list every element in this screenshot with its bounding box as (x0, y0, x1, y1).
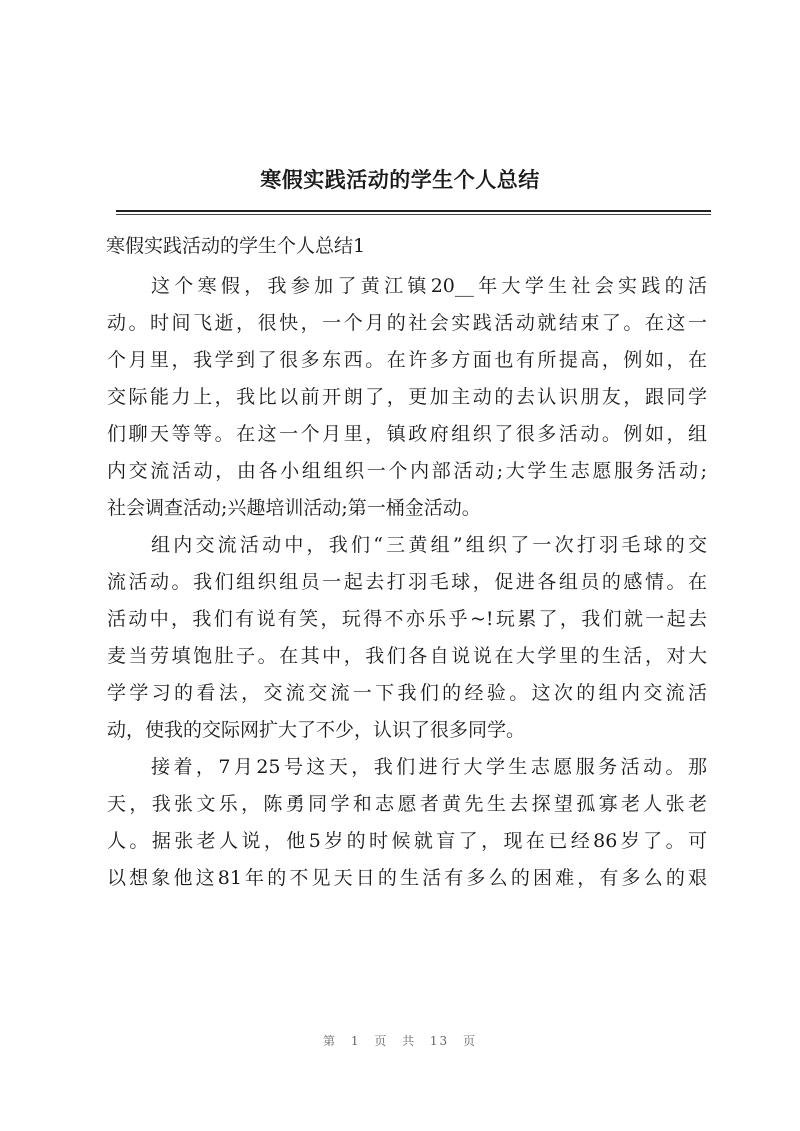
text-line: 交际能力上，我比以前开朗了，更加主动的去认识朋友，跟同学 (107, 386, 707, 408)
text-line: 内交流活动，由各小组组织一个内部活动;大学生志愿服务活动; (107, 460, 707, 482)
title-divider-thin (116, 214, 711, 215)
title-divider-thick (116, 210, 711, 212)
document-body (107, 268, 707, 897)
document-title: 寒假实践活动的学生个人总结 (260, 167, 540, 192)
text-line: 以想象他这81年的不见天日的生活有多么的困难，有多么的艰 (107, 867, 707, 889)
text-line: 接着，7月25号这天，我们进行大学生志愿服务活动。那 (151, 756, 707, 778)
paragraph-3 (107, 749, 707, 897)
text-line: 们聊天等等。在这一个月里，镇政府组织了很多活动。例如，组 (107, 423, 707, 445)
text-line: 天，我张文乐，陈勇同学和志愿者黄先生去探望孤寡老人张老 (107, 793, 707, 815)
section-heading: 寒假实践活动的学生个人总结1 (106, 235, 366, 257)
text-line: 麦当劳填饱肚子。在其中，我们各自说说在大学里的生活，对大 (107, 645, 707, 667)
paragraph-1 (107, 268, 707, 527)
text-line: 社会调查活动;兴趣培训活动;第一桶金活动。 (107, 497, 481, 519)
text-line: 个月里，我学到了很多东西。在许多方面也有所提高，例如，在 (107, 349, 707, 371)
text-line: 这个寒假，我参加了黄江镇20__年大学生社会实践的活 (151, 275, 707, 297)
text-line: 动，使我的交际网扩大了不少，认识了很多同学。 (107, 719, 526, 741)
text-line: 学学习的看法，交流交流一下我们的经验。这次的组内交流活 (107, 682, 707, 704)
text-line: 人。据张老人说，他5岁的时候就盲了，现在已经86岁了。可 (107, 830, 707, 852)
paragraph-2 (107, 527, 707, 749)
page-footer: 第 1 页 共 13 页 (323, 1034, 477, 1048)
text-line: 活动中，我们有说有笑，玩得不亦乐乎~!玩累了，我们就一起去 (107, 608, 707, 630)
text-line: 流活动。我们组织组员一起去打羽毛球，促进各组员的感情。在 (107, 571, 707, 593)
text-line: 动。时间飞逝，很快，一个月的社会实践活动就结束了。在这一 (107, 312, 707, 334)
text-line: 组内交流活动中，我们“三黄组”组织了一次打羽毛球的交 (151, 534, 707, 556)
